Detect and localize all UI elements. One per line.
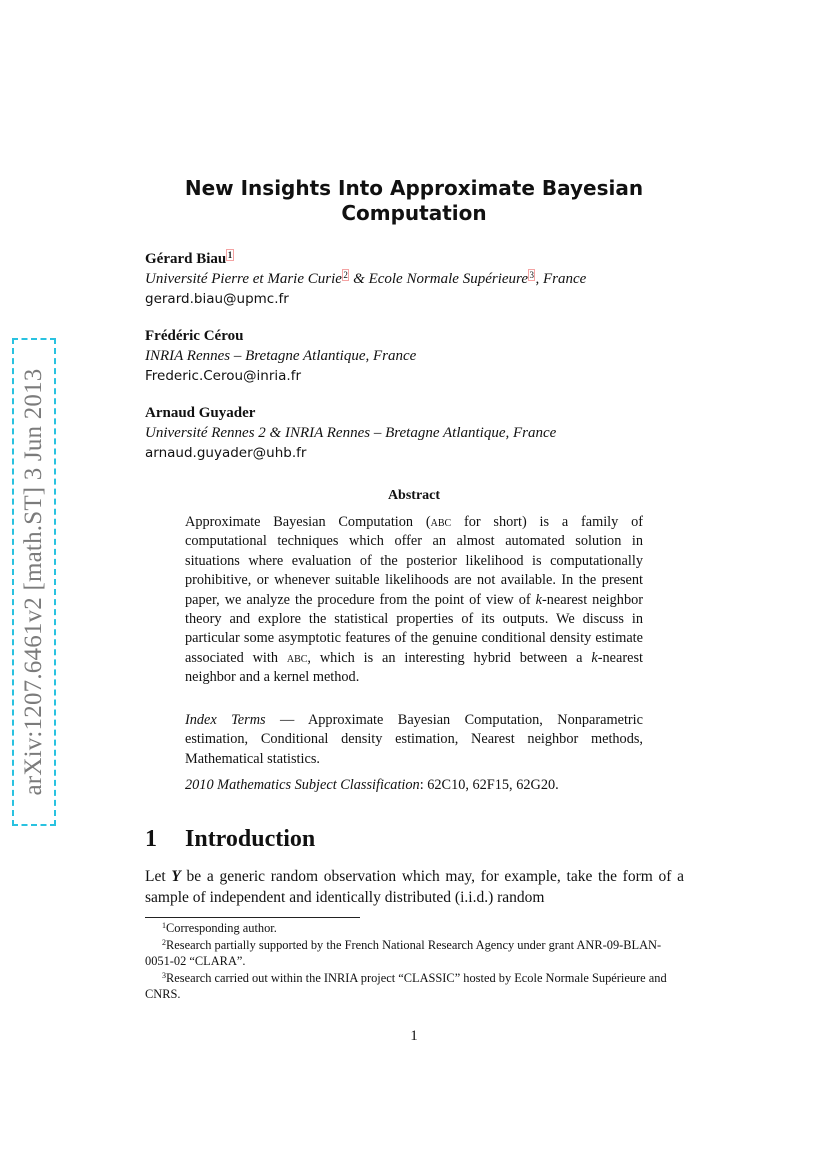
author-block-3 xyxy=(145,403,705,463)
author-block-1 xyxy=(145,249,705,309)
index-terms-text: — Approximate Bayesian Computation, Nonparametric estimation, Conditional density estimation, Nearest neighbor methods, Mathematical statistics. xyxy=(185,712,643,767)
footnote-link[interactable]: 2 xyxy=(343,270,348,280)
section-heading xyxy=(145,824,315,854)
abc-acronym: abc xyxy=(286,649,308,666)
msc-label: 2010 Mathematics Subject Classification xyxy=(185,777,420,793)
math-variable-y: Y xyxy=(171,868,181,885)
intro-paragraph xyxy=(145,867,684,908)
abc-acronym: abc xyxy=(430,514,452,530)
abstract-fragment: -nearest neighbor theory and explore the statistical properties of its outputs. We discuss in particular some asymptotic features of the genuine conditional density estimate associated with xyxy=(185,591,644,666)
author-email[interactable]: arnaud.guyader@uhb.fr xyxy=(145,445,307,461)
author-email[interactable]: gerard.biau@upmc.fr xyxy=(145,291,289,307)
affiliation-text: & Ecole Normale Supérieure xyxy=(349,271,528,287)
footnote xyxy=(145,920,684,937)
author-block-2 xyxy=(145,326,705,386)
footnote-text: Research partially supported by the French National Research Agency under grant ANR-09-BLAN-0051-02 “CLARA”. xyxy=(145,937,662,969)
author-name: Frédéric Cérou xyxy=(145,328,244,344)
author-affiliation xyxy=(145,269,705,289)
footnotes xyxy=(145,920,684,1003)
author-name-text: Gérard Biau xyxy=(145,251,227,267)
footnote-rule xyxy=(145,917,360,918)
abstract-fragment: for short) is a family of computational techniques which offer an almost automated solution in situations where evaluation of the posterior likelihood is computationally prohibitive, or whenever suitable likelihoods are not available. In the present paper, we analyze the procedure from the point of view of xyxy=(185,514,643,608)
footnote-link[interactable]: 3 xyxy=(529,270,534,280)
arxiv-stamp-text: arXiv:1207.6461v2 [math.ST] 3 Jun 2013 xyxy=(20,368,47,796)
arxiv-stamp[interactable] xyxy=(12,338,56,826)
abstract-text xyxy=(185,513,643,688)
abstract-fragment: , which is an interesting hybrid between a xyxy=(307,649,592,666)
msc-text: : 62C10, 62F15, 62G20. xyxy=(419,777,559,793)
author-name xyxy=(145,249,705,269)
section-number: 1 xyxy=(145,826,157,852)
footnote xyxy=(145,970,684,1003)
footnote-mark: 2 xyxy=(162,937,166,947)
math-k: k xyxy=(591,649,598,666)
abstract-heading: Abstract xyxy=(387,488,441,503)
footnote-text: Corresponding author. xyxy=(166,921,277,935)
affiliation-text: Université Pierre et Marie Curie xyxy=(145,271,342,287)
footnote-mark: 3 xyxy=(162,970,166,980)
affiliation-text: , France xyxy=(535,271,587,287)
msc-classification xyxy=(185,776,643,795)
author-name: Arnaud Guyader xyxy=(145,405,256,421)
index-terms xyxy=(185,711,643,769)
math-k: k xyxy=(535,591,542,608)
title-line-2: Computation xyxy=(341,201,487,225)
section-title: Introduction xyxy=(185,826,316,852)
author-affiliation: INRIA Rennes – Bretagne Atlantique, France xyxy=(145,348,417,364)
abstract-fragment: Approximate Bayesian Computation ( xyxy=(185,514,431,530)
author-affiliation: Université Rennes 2 & INRIA Rennes – Bretagne Atlantique, France xyxy=(145,425,557,441)
paper-title xyxy=(120,176,708,226)
index-terms-label: Index Terms xyxy=(185,712,266,728)
footnote-text: Research carried out within the INRIA project “CLASSIC” hosted by Ecole Normale Supérieure and CNRS. xyxy=(145,970,667,1002)
intro-fragment: Let xyxy=(145,868,172,885)
footnote-link[interactable]: 1 xyxy=(227,250,233,260)
footnote-mark: 1 xyxy=(162,921,166,930)
footnote xyxy=(145,937,684,970)
abstract-fragment: -nearest neighbor and a kernel method. xyxy=(185,649,643,686)
intro-fragment: be a generic random observation which may, for example, take the form of a sample of independent and identically distributed (i.i.d.) random xyxy=(145,868,684,906)
author-email[interactable]: Frederic.Cerou@inria.fr xyxy=(145,368,302,384)
page-number: 1 xyxy=(410,1028,418,1044)
title-line-1: New Insights Into Approximate Bayesian xyxy=(184,176,644,200)
